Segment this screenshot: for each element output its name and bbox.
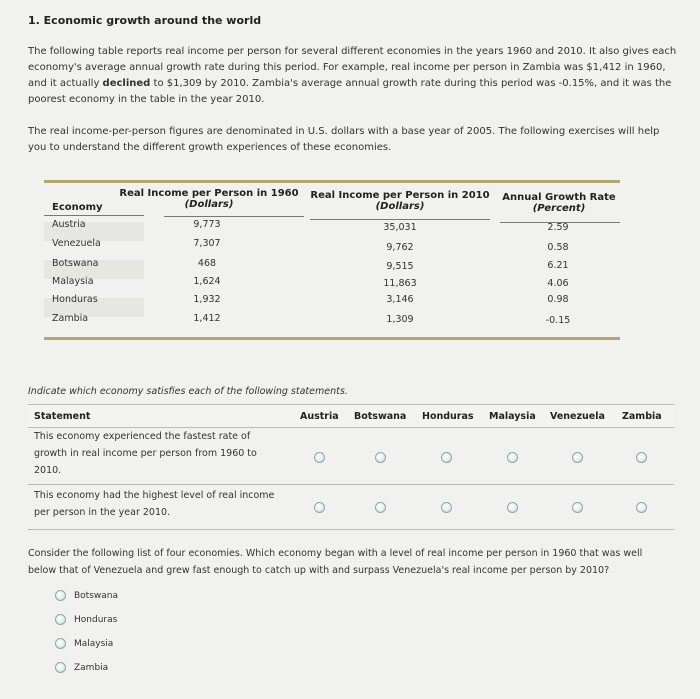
economy-cell-income1960: 7,307 [193,238,221,249]
header-underline [310,219,490,220]
statement-line: growth in real income per person from 1960 to [34,448,257,459]
option-label: Malaysia [74,639,114,649]
header-growth [500,192,618,214]
column-header-venezuela: Venezuela [550,411,605,422]
table-bottom-rule [44,337,620,340]
economy-cell-income2010: 11,863 [383,278,417,289]
header-economy: Economy [52,202,103,213]
economy-cell-economy: Venezuela [52,238,101,249]
intro-bold-text: declined [102,78,151,89]
statement-line: This economy experienced the fastest rate of [34,431,251,442]
header-unit: (Percent) [532,203,586,214]
intro-line: economy's average annual growth rate during this period. For example, real income per person in Zambia was $1,412 in 1960, [28,62,666,73]
radio-fastest-austria[interactable] [314,452,325,463]
radio-highest-zambia[interactable] [636,502,647,513]
radio-highest-honduras[interactable] [441,502,452,513]
economy-cell-income2010: 9,762 [386,242,414,253]
economy-cell-income2010: 3,146 [386,294,414,305]
radio-option-botswana[interactable] [55,590,66,601]
radio-highest-malaysia[interactable] [507,502,518,513]
column-header-botswana: Botswana [354,411,407,422]
economy-cell-growth: 0.58 [547,242,569,253]
radio-fastest-malaysia[interactable] [507,452,518,463]
statement-row [28,485,674,530]
economy-cell-economy: Malaysia [52,276,94,287]
intro-text: and it actually [28,78,103,89]
header-underline [44,215,144,216]
economy-cell-growth: 0.98 [547,294,569,305]
economy-cell-economy: Honduras [52,294,98,305]
header-text: Real Income per Person in 1960 [119,188,299,199]
statement-line: 2010. [34,465,62,476]
economy-cell-growth: 4.06 [547,278,569,289]
statement-text [34,487,284,521]
economy-cell-economy: Botswana [52,258,99,269]
economy-cell-growth: 2.59 [547,222,569,233]
question-line: below that of Venezuela and grew fast enough to catch up with and surpass Venezuela's real income per person by 2010? [28,565,610,576]
radio-fastest-honduras[interactable] [441,452,452,463]
header-text: Annual Growth Rate [502,192,616,203]
header-unit: (Dollars) [184,199,234,210]
statement-text [34,428,284,479]
radio-highest-austria[interactable] [314,502,325,513]
column-header-austria: Austria [300,411,339,422]
column-header-zambia: Zambia [622,411,662,422]
column-header-honduras: Honduras [422,411,474,422]
radio-highest-venezuela[interactable] [572,502,583,513]
header-income-1960 [114,188,304,210]
intro-line: you to understand the different growth experiences of these economies. [28,142,392,153]
statement-line: This economy had the highest level of real income [34,490,275,501]
economy-cell-economy: Austria [52,219,86,230]
economy-cell-economy: Zambia [52,313,89,324]
economy-cell-income1960: 1,932 [193,294,221,305]
economy-cell-income1960: 1,624 [193,276,221,287]
section-title: 1. Economic growth around the world [28,14,262,27]
statement-row [28,426,674,485]
economy-cell-growth: 6.21 [547,260,569,271]
table-top-rule [44,180,620,183]
economy-cell-income2010: 9,515 [386,261,414,272]
intro-paragraph-2 [28,124,688,156]
option-label: Zambia [74,663,109,673]
radio-option-malaysia[interactable] [55,638,66,649]
radio-fastest-botswana[interactable] [375,452,386,463]
intro-paragraph-1 [28,44,688,108]
economy-cell-income1960: 1,412 [193,313,221,324]
header-unit: (Dollars) [375,201,425,212]
statement-line: per person in the year 2010. [34,507,171,518]
header-text: Real Income per Person in 2010 [310,190,490,201]
economy-cell-income1960: 468 [197,258,217,269]
column-header-malaysia: Malaysia [489,411,536,422]
radio-highest-botswana[interactable] [375,502,386,513]
option-label: Honduras [74,615,118,625]
question-line: Consider the following list of four economies. Which economy began with a level of real income per person in 1960 that was well [28,548,643,559]
economy-cell-income2010: 1,309 [386,314,414,325]
header-income-2010 [310,190,490,212]
header-underline [164,216,304,217]
radio-fastest-venezuela[interactable] [572,452,583,463]
intro-line [28,76,688,92]
economy-cell-income2010: 35,031 [383,222,417,233]
option-label: Botswana [74,591,118,601]
intro-line: poorest economy in the table in the year 2010. [28,94,265,105]
statement-header: Statement [34,411,91,422]
radio-option-honduras[interactable] [55,614,66,625]
statement-instruction: Indicate which economy satisfies each of the following statements. [28,386,348,397]
question-text [28,545,678,579]
economy-cell-income1960: 9,773 [193,219,221,230]
economy-cell-growth: -0.15 [545,315,571,326]
radio-option-zambia[interactable] [55,662,66,673]
intro-text: to $1,309 by 2010. Zambia's average annual growth rate during this period was -0.15%, and it was the [150,78,672,89]
radio-fastest-zambia[interactable] [636,452,647,463]
intro-line: The real income-per-person figures are denominated in U.S. dollars with a base year of 2005. The following exercises will help [28,126,660,137]
intro-line: The following table reports real income per person for several different economies in the years 1960 and 2010. It also gives each [28,46,677,57]
statement-table-header [28,404,674,428]
